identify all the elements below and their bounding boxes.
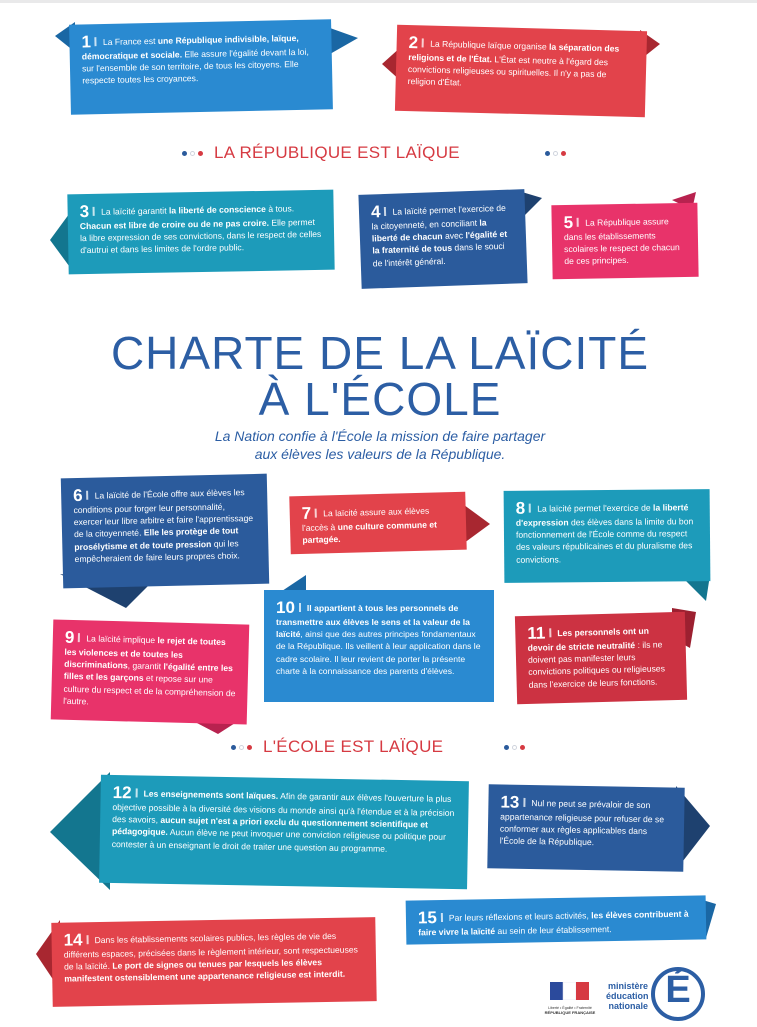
article-11: [515, 612, 687, 704]
marianne-motto: Liberté • Égalité • Fraternité: [548, 1006, 592, 1010]
tricolor-dots-left: [182, 151, 203, 156]
e-logo-letter: É: [665, 969, 691, 1011]
article-5: [551, 203, 698, 280]
subtitle-line-2: aux élèves les valeurs de la République.: [254, 446, 506, 462]
tricolor-dots-right: [545, 151, 566, 156]
article-number: 14: [63, 930, 83, 950]
article-15: [406, 895, 707, 944]
article-13: [487, 784, 684, 871]
marianne-logo: [544, 982, 596, 1014]
education-e-logo: [650, 962, 706, 1022]
article-text: La République assure dans les établissements scolaires le respect de chacun de ces principes.: [563, 216, 680, 267]
article-1: [69, 19, 333, 114]
marianne-country: RÉPUBLIQUE FRANÇAISE: [544, 1010, 596, 1015]
article-number: 4: [370, 202, 381, 222]
article-text: Les enseignements sont laïques. Afin de garantir aux élèves l'ouverture la plus objective possible à la diversité des visions du monde ainsi qu'à l'étendue et à la précision des savoirs, aucun sujet n'est a priori exclu du questionnement scientifique et pédagogique. Aucun élève ne peut invoquer une conviction religieuse ou politique pour contester à un enseignant le droit de traiter une question au programme.: [111, 788, 455, 854]
article-10: [264, 590, 494, 702]
article-number: 15: [417, 908, 438, 928]
article-number: 13: [500, 792, 520, 812]
article-text: La laïcité de l'École offre aux élèves les conditions pour forger leur personnalité, exercer leur libre arbitre et faire l'apprentissage de la citoyenneté. Elle les protège de tout prosélytisme et de toute pression qui les empêcheraient de faire leurs propres choix.: [73, 487, 254, 564]
ministry-line-2: éducation: [606, 990, 649, 1001]
article-3: [67, 190, 334, 275]
article-text: La laïcité implique le rejet de toutes les violences et de toutes les discriminations, garantit l'égalité entre les filles et les garçons et repose sur une culture du respect et de la compréhension de l'autre.: [63, 633, 236, 707]
tricolor-dots-left: [231, 745, 252, 750]
article-number: 8: [515, 498, 526, 518]
article-14: [51, 917, 376, 1007]
article-text: La République laïque organise la séparation des religions et de l'État. L'État est neutre à l'égard des convictions religieuses ou spirituelles. Il n'y a pas de religion d'État.: [407, 38, 620, 88]
article-number: 10: [276, 598, 295, 617]
article-text: Les personnels ont un devoir de stricte neutralité : ils ne doivent pas manifester leurs convictions politiques ou religieuses dans l'exercice de leurs fonctions.: [527, 625, 666, 690]
article-12: [99, 775, 469, 889]
main-title-line-1: CHARTE DE LA LAÏCITÉ: [110, 327, 650, 379]
section-title-republique: LA RÉPUBLIQUE EST LAÏQUE: [214, 143, 460, 162]
article-text: Il appartient à tous les personnels de transmettre aux élèves le sens et la valeur de la laïcité, ainsi que des autres principes fondamentaux de la République. Ils veillent à leur application dans le cadre scolaire. Il leur revient de porter la présente charte à la connaissance des parents d'élèves.: [276, 603, 481, 676]
article-text: La laïcité assure aux élèves l'accès à une culture commune et partagée.: [301, 505, 438, 546]
article-text: La France est une République indivisible, laïque, démocratique et sociale. Elle assure l'égalité devant la loi, sur l'ensemble de son territoire, de tous les citoyens. Elle respecte toutes les croyances.: [81, 32, 309, 86]
article-text: La laïcité garantit la liberté de conscience à tous. Chacun est libre de croire ou de ne pas croire. Elle permet la libre expression de ses convictions, dans le respect de celles d'autrui et dans les limites de l'ordre public.: [79, 203, 322, 256]
article-number: 5: [563, 212, 574, 233]
article-text: Dans les établissements scolaires publics, les règles de vie des différents espaces, précisées dans le règlement intérieur, sont respectueuses de la laïcité. Le port de signes ou tenues par lesquels les élèves manifestent ostensiblement une appartenance religieuse est interdit.: [63, 930, 359, 985]
article-number: 1: [81, 32, 92, 52]
ribbon-fold-1b: [330, 28, 358, 54]
article-9: [51, 619, 250, 724]
article-number: 3: [79, 201, 90, 222]
article-number: 9: [64, 627, 75, 648]
ministry-name: [606, 982, 648, 1012]
subtitle-line-1: La Nation confie à l'École la mission de faire partager: [214, 428, 546, 444]
article-text: Par leurs réflexions et leurs activités, les élèves contribuent à faire vivre la laïcité au sein de leur établissement.: [418, 908, 689, 938]
ministry-line-1: ministère: [607, 981, 648, 991]
article-text: La laïcité permet l'exercice de la citoyenneté, en conciliant la liberté de chacun avec l'égalité et la fraternité de tous dans le souci de l'intérêt général.: [371, 202, 508, 269]
article-number: 6: [72, 485, 83, 506]
top-rule: [0, 0, 757, 3]
tricolor-dots-right: [504, 745, 525, 750]
article-7: [289, 492, 466, 555]
main-title-line-2: À L'ÉCOLE: [258, 373, 502, 425]
article-text: Nul ne peut se prévaloir de son appartenance religieuse pour refuser de se conformer aux règles applicables dans l'École de la République.: [499, 798, 665, 848]
section-title-ecole: L'ÉCOLE EST LAÏQUE: [263, 737, 444, 756]
article-8: [504, 489, 711, 583]
article-6: [61, 474, 269, 589]
ministry-line-3: nationale: [608, 1000, 648, 1011]
article-4: [358, 189, 527, 289]
article-number: 7: [301, 503, 312, 523]
article-number: 11: [527, 623, 546, 643]
article-2: [395, 25, 647, 118]
tricolor-flag-icon: [544, 982, 596, 1000]
article-number: 2: [408, 33, 419, 53]
article-number: 12: [112, 783, 132, 803]
article-text: La laïcité permet l'exercice de la liberté d'expression des élèves dans la limite du bon fonctionnement de l'École comme du respect des valeurs républicaines et du pluralisme des convictions.: [515, 502, 694, 565]
